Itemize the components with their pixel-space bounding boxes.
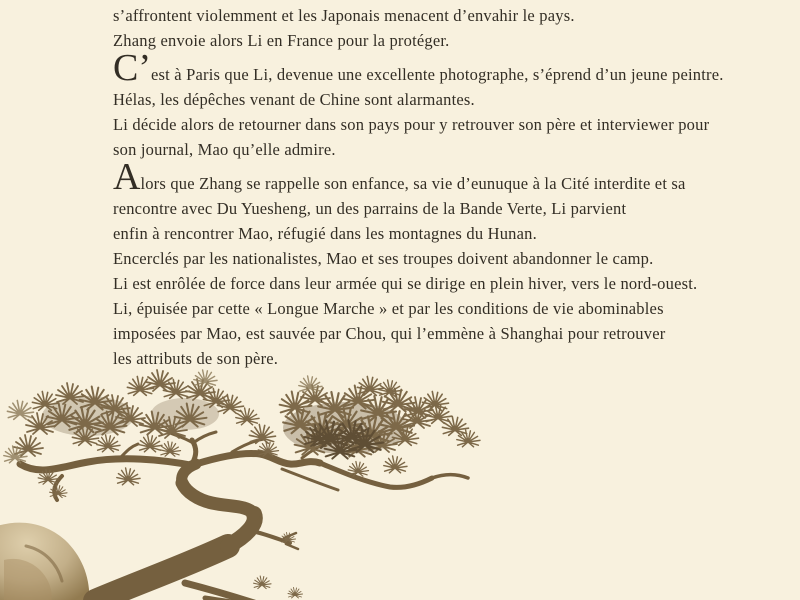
text-line: Li décide alors de retourner dans son pays pour y retrouver son père et interviewer pour <box>113 115 710 134</box>
paragraph <box>113 3 773 53</box>
text-line: Hélas, les dépêches venant de Chine sont alarmantes. <box>113 90 475 109</box>
text-line: s’affrontent violemment et les Japonais menacent d’envahir le pays. <box>113 6 575 25</box>
text-line: enfin à rencontrer Mao, réfugié dans les montagnes du Hunan. <box>113 224 537 243</box>
text-line: Zhang envoie alors Li en France pour la protéger. <box>113 31 450 50</box>
text-line <box>113 47 773 89</box>
paragraph <box>113 156 773 371</box>
drop-cap: C’ <box>113 47 151 89</box>
text-line: son journal, Mao qu’elle admire. <box>113 140 336 159</box>
drop-cap: A <box>113 156 141 198</box>
text-line: est à Paris que Li, devenue une excellente photographe, s’éprend d’un jeune peintre. <box>151 65 724 84</box>
text-line: les attributs de son père. <box>113 349 279 368</box>
text-line: rencontre avec Du Yuesheng, un des parrains de la Bande Verte, Li parvient <box>113 199 627 218</box>
text-line: imposées par Mao, est sauvée par Chou, qui l’emmène à Shanghai pour retrouver <box>113 324 666 343</box>
text-line: Encerclés par les nationalistes, Mao et ses troupes doivent abandonner le camp. <box>113 249 654 268</box>
synopsis-text <box>113 3 773 371</box>
rock <box>0 523 89 600</box>
text-line: Li, épuisée par cette « Longue Marche » et par les conditions de vie abominables <box>113 299 664 318</box>
text-line: lors que Zhang se rappelle son enfance, sa vie d’eunuque à la Cité interdite et sa <box>140 174 686 193</box>
paragraph <box>113 47 773 162</box>
tree-trunk <box>20 432 468 600</box>
text-line: Li est enrôlée de force dans leur armée qui se dirige en plein hiver, vers le nord-ouest. <box>113 274 698 293</box>
text-line <box>113 156 773 198</box>
